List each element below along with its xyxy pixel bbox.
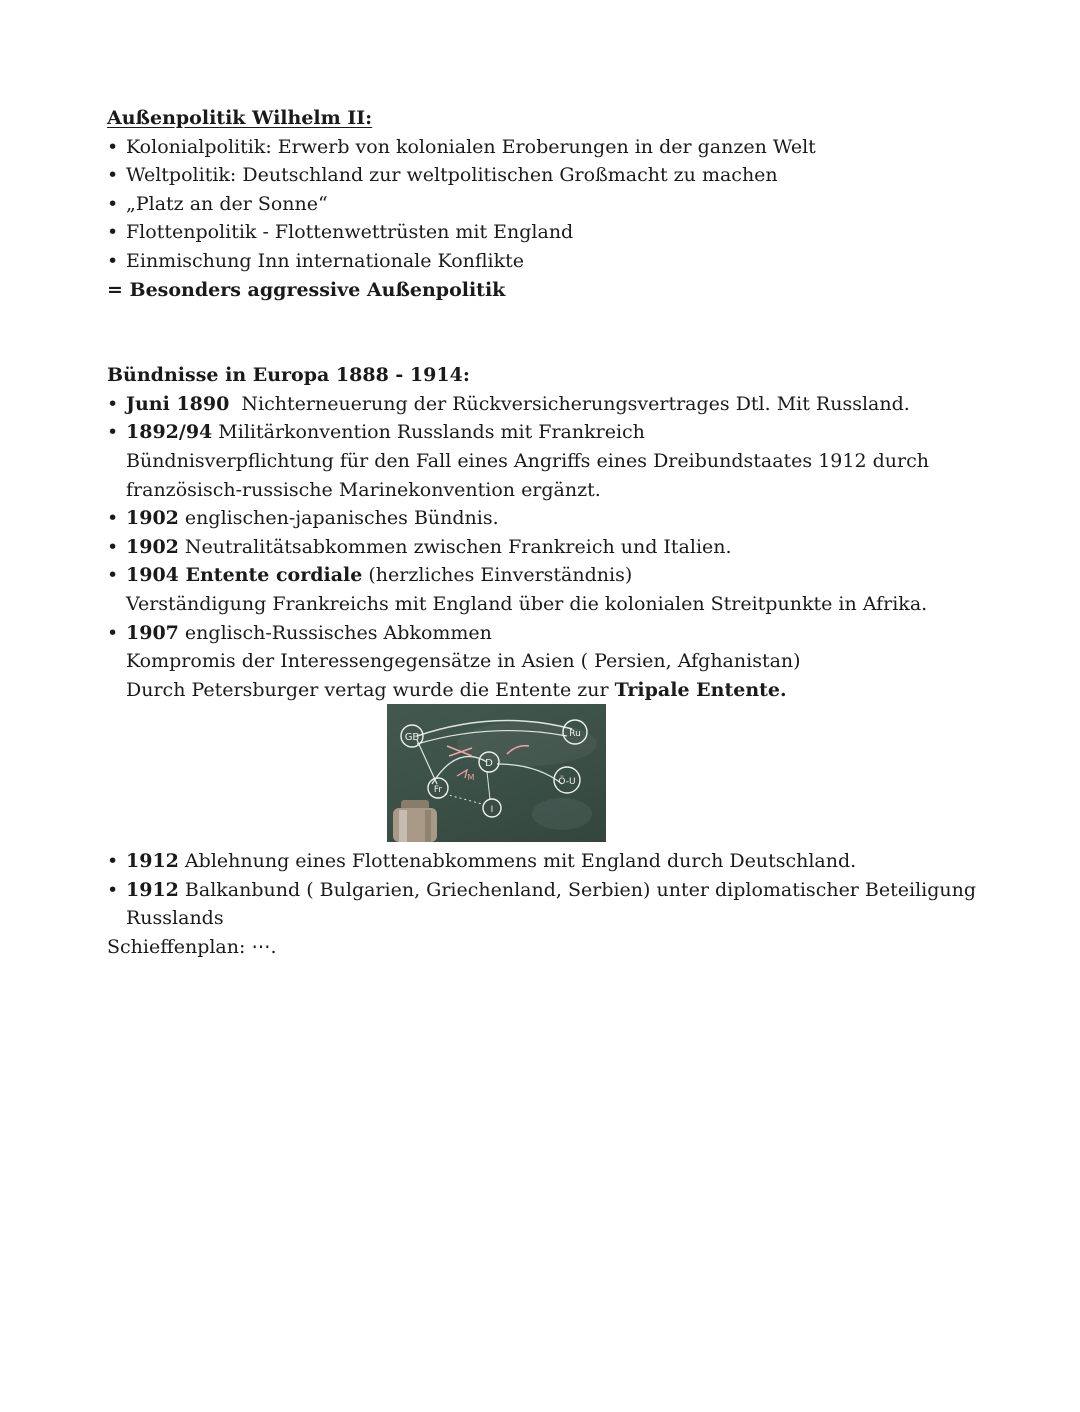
item-text: Nichterneuerung der Rückversicherungsvertrages Dtl. Mit Russland. <box>229 392 910 415</box>
item-subtext: Verständigung Frankreichs mit England über die kolonialen Streitpunkte in Afrika. <box>126 592 928 615</box>
document-page <box>107 104 987 962</box>
list-item <box>107 619 987 648</box>
chalkboard-photo <box>387 704 606 842</box>
tripale-entente: Tripale Entente. <box>614 678 787 701</box>
item-date: Juni 1890 <box>126 392 230 415</box>
petersburg-line <box>107 676 987 705</box>
chalkboard-diagram <box>387 704 606 842</box>
list-item: • Weltpolitik: Deutschland zur weltpolitischen Großmacht zu machen <box>107 161 987 190</box>
list-item: • Flottenpolitik - Flottenwettrüsten mit England <box>107 218 987 247</box>
item-text: Neutralitätsabkommen zwischen Frankreich und Italien. <box>178 535 732 558</box>
chalk-label-gb: GB <box>404 732 420 744</box>
item-date: 1912 <box>126 878 179 901</box>
list-item <box>107 876 987 905</box>
item-text: Ablehnung eines Flottenabkommens mit England durch Deutschland. <box>178 850 857 873</box>
chalk-label-d: D <box>485 758 493 770</box>
item-date: 1912 <box>126 850 179 873</box>
footer-line: Schieffenplan: ⋯. <box>107 936 277 959</box>
list-item <box>107 561 987 590</box>
item-date: 1904 Entente cordiale <box>126 564 363 587</box>
chalk-label-ru: Ru <box>569 729 581 740</box>
list-item <box>107 418 987 447</box>
item-subtext: Bündnisverpflichtung für den Fall eines Angriffs eines Dreibundstaates 1912 durch <box>126 449 929 472</box>
chalk-label-ou: Ö-U <box>558 777 576 788</box>
item-text: englischen-japanisches Bündnis. <box>178 507 499 530</box>
petersburg-prefix: Durch Petersburger vertag wurde die Entente zur <box>126 678 615 701</box>
list-item: • Kolonialpolitik: Erwerb von kolonialen Eroberungen in der ganzen Welt <box>107 133 987 162</box>
list-item: • Einmischung Inn internationale Konflikte <box>107 247 987 276</box>
list-item <box>107 847 987 876</box>
list-item: • „Platz an der Sonne“ <box>107 190 987 219</box>
chalkboard-figure <box>107 704 987 847</box>
item-date: 1902 <box>126 507 179 530</box>
item-subtext: französisch-russische Marinekonvention ergänzt. <box>126 478 601 501</box>
item-text: (herzliches Einverständnis) <box>362 564 633 587</box>
item-subtext: Russlands <box>126 907 224 930</box>
item-text: Balkanbund ( Bulgarien, Griechenland, Serbien) unter diplomatischer Beteiligung <box>178 878 977 901</box>
item-text: Militärkonvention Russlands mit Frankreich <box>212 421 645 444</box>
list-item <box>107 504 987 533</box>
chalk-label-m: M <box>467 773 475 783</box>
chalk-label-i: I <box>490 805 494 816</box>
list-item <box>107 390 987 419</box>
item-subtext: Kompromis der Interessengegensätze in Asien ( Persien, Afghanistan) <box>126 650 801 673</box>
chalk-label-fr: Fr <box>433 785 443 796</box>
item-date: 1907 <box>126 621 179 644</box>
section-title-buendnisse: Bündnisse in Europa 1888 - 1914: <box>107 364 470 387</box>
item-date: 1892/94 <box>126 421 213 444</box>
item-text: englisch-Russisches Abkommen <box>178 621 492 644</box>
item-date: 1902 <box>126 535 179 558</box>
conclusion-line: = Besonders aggressive Außenpolitik <box>107 278 506 301</box>
list-item <box>107 533 987 562</box>
section-title-aussenpolitik: Außenpolitik Wilhelm II: <box>107 107 373 129</box>
